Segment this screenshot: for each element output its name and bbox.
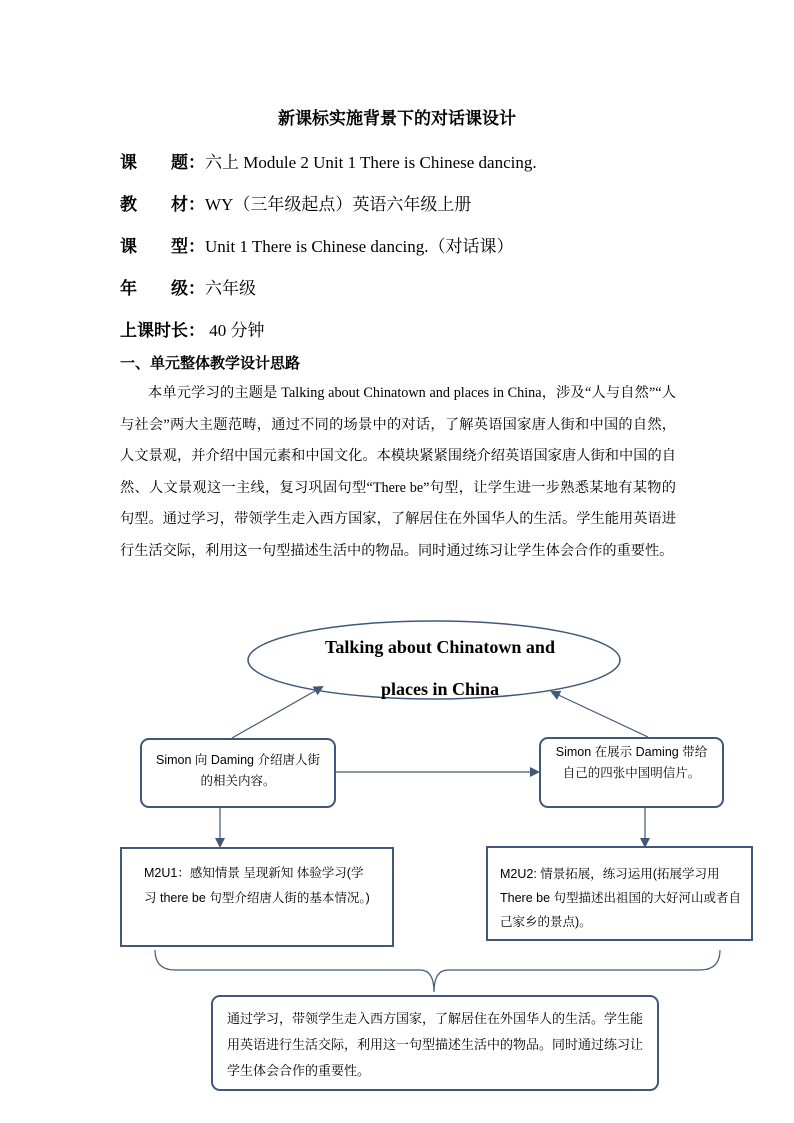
box-postcards: [539, 737, 724, 808]
meta-value: 六上 Module 2 Unit 1 There is Chinese dancing.: [205, 153, 537, 172]
section-heading: 一、单元整体教学设计思路: [120, 356, 301, 372]
box-text: M2U2: 情景拓展，练习运用(拓展学习用 There be 句型描述出祖国的大好河山或者自己家乡的景点)。: [500, 867, 742, 929]
meta-label: 教 材：: [120, 195, 205, 214]
box-simon-daming-chinatown: [140, 738, 336, 808]
box-m2u2: [486, 846, 753, 941]
meta-value: WY（三年级起点）英语六年级上册: [205, 195, 472, 214]
meta-label: 年 级：: [120, 279, 205, 298]
box-text: Simon 在展示 Daming 带给自己的四张中国明信片。: [555, 745, 708, 780]
box-summary: [211, 995, 659, 1091]
box-text: 通过学习，带领学生走入西方国家，了解居住在外国华人的生活。学生能用英语进行生活交际，利用这一句型描述生活中的物品。同时通过练习让学生体会合作的重要性。: [227, 1011, 644, 1078]
box-text: Simon 向 Daming 介绍唐人街的相关内容。: [156, 753, 320, 788]
meta-label: 课 型：: [120, 237, 205, 256]
meta-value: 六年级: [205, 279, 256, 298]
oval-line-1: Talking about Chinatown and: [325, 637, 555, 657]
page-title: 新课标实施背景下的对话课设计: [278, 109, 516, 128]
meta-value: 40 分钟: [205, 321, 265, 340]
box-text: M2U1：感知情景 呈现新知 体验学习(学习 there be 句型介绍唐人街的基本情况。): [144, 866, 370, 905]
box-m2u1: [120, 847, 394, 947]
meta-value: Unit 1 There is Chinese dancing.（对话课）: [205, 237, 514, 256]
body-paragraph: 本单元学习的主题是 Talking about Chinatown and places in China，涉及“人与自然”“人与社会”两大主题范畴，通过不同的场景中的对话，了解英语国家唐人街和中国的自然，人文景观，并介绍中国元素和中国文化。本模块紧紧围绕介绍英语国家唐人街和中国的自然、人文景观这一主线，复习巩固句型“There be”句型，让学生进一步熟悉某地有某物的句型。通过学习，带领学生走入西方国家，了解居住在外国华人的生活。学生能用英语进行生活交际，利用这一句型描述生活中的物品。同时通过练习让学生体会合作的重要性。: [120, 385, 676, 559]
oval-line-2: places in China: [380, 679, 500, 699]
meta-label: 课 题：: [120, 153, 205, 172]
bracket-brace: [155, 950, 720, 992]
meta-label: 上课时长：: [120, 321, 205, 340]
oval-label: [290, 626, 590, 710]
